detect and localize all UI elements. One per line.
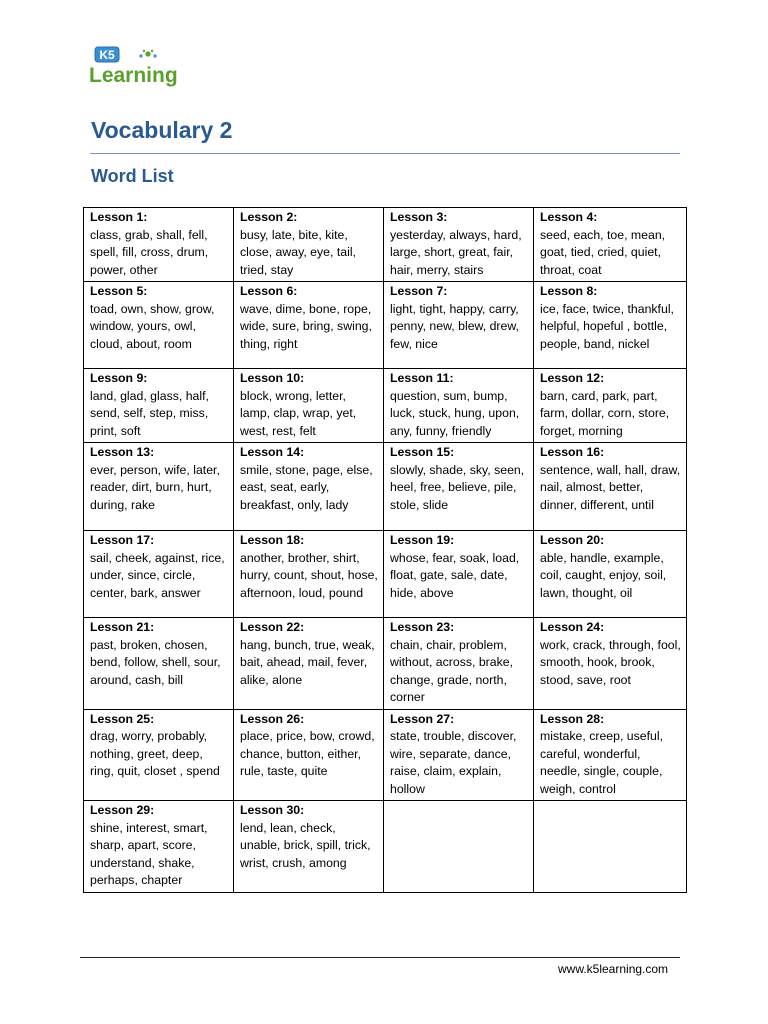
- lesson-title: Lesson 13:: [90, 445, 155, 459]
- lesson-words: wave, dime, bone, rope, wide, sure, bring, swing, thing, right: [240, 301, 372, 351]
- lesson-words: sentence, wall, hall, draw, nail, almost, better, dinner, different, until: [540, 462, 681, 512]
- lesson-title: Lesson 25:: [90, 711, 155, 726]
- lesson-cell: [234, 618, 384, 710]
- lesson-words: toad, own, show, grow, window, yours, owl, cloud, about, room: [90, 301, 215, 351]
- footer-url: www.k5learning.com: [558, 962, 669, 976]
- lesson-cell: [234, 709, 384, 801]
- lesson-title: Lesson 2:: [240, 210, 298, 224]
- lesson-cell: [534, 531, 687, 618]
- lesson-title: Lesson 11:: [390, 371, 454, 385]
- table-row: [84, 709, 687, 801]
- lesson-cell: [234, 208, 384, 282]
- lesson-title: Lesson 14:: [240, 445, 305, 459]
- lesson-words: hang, bunch, true, weak, bait, ahead, mail, fever, alike, alone: [240, 637, 375, 687]
- lesson-words: class, grab, shall, fell, spell, fill, cross, drum, power, other: [90, 227, 209, 277]
- lesson-title: Lesson 17:: [90, 533, 155, 547]
- lesson-words: busy, late, bite, kite, close, away, eye, tail, tried, stay: [240, 227, 356, 277]
- table-row: [84, 369, 687, 443]
- lesson-words: light, tight, happy, carry, penny, new, blew, drew, few, nice: [390, 301, 519, 351]
- empty-cell: [534, 801, 687, 893]
- lesson-words: ever, person, wife, later, reader, dirt, burn, hurt, during, rake: [90, 462, 220, 512]
- lesson-title: Lesson 30:: [240, 803, 305, 817]
- lesson-title: Lesson 22:: [240, 620, 305, 634]
- lesson-words: mistake, creep, useful, careful, wonderful, needle, single, couple, weigh, control: [540, 729, 664, 796]
- lesson-cell: [84, 443, 234, 531]
- lesson-cell: [384, 369, 534, 443]
- lesson-words: ice, face, twice, thankful, helpful, hopeful , bottle, people, band, nickel: [540, 301, 674, 351]
- lesson-cell: [534, 709, 687, 801]
- lesson-title: Lesson 7:: [390, 284, 448, 298]
- table-row: [84, 282, 687, 369]
- lesson-cell: [84, 369, 234, 443]
- empty-cell: [384, 801, 534, 893]
- lesson-cell: [534, 443, 687, 531]
- lesson-cell: [234, 369, 384, 443]
- lesson-title: Lesson 5:: [90, 284, 148, 298]
- word-list-table: [83, 207, 687, 893]
- lesson-words: another, brother, shirt, hurry, count, shout, hose, afternoon, loud, pound: [240, 550, 378, 600]
- lesson-cell: [84, 801, 234, 893]
- lesson-cell: [84, 208, 234, 282]
- lesson-words: seed, each, toe, mean, goat, tied, cried, quiet, throat, coat: [540, 227, 666, 277]
- lesson-words: place, price, bow, crowd, chance, button, either, rule, taste, quite: [240, 729, 375, 778]
- lesson-cell: [84, 709, 234, 801]
- lesson-title: Lesson 28:: [540, 711, 605, 726]
- lesson-cell: [234, 531, 384, 618]
- lesson-title: Lesson 24:: [540, 620, 605, 634]
- lesson-words: able, handle, example, coil, caught, enjoy, soil, lawn, thought, oil: [540, 550, 667, 600]
- lesson-cell: [384, 531, 534, 618]
- lesson-words: barn, card, park, part, farm, dollar, corn, store, forget, morning: [540, 388, 670, 438]
- lesson-title: Lesson 15:: [390, 445, 455, 459]
- title-divider: [90, 153, 680, 154]
- page-title: Vocabulary 2: [91, 117, 233, 143]
- lesson-words: lend, lean, check, unable, brick, spill, trick, wrist, crush, among: [240, 820, 371, 870]
- lesson-cell: [234, 801, 384, 893]
- lesson-title: Lesson 6:: [240, 284, 298, 298]
- footer-divider: [80, 957, 680, 958]
- lesson-cell: [234, 282, 384, 369]
- lesson-title: Lesson 27:: [390, 711, 455, 726]
- lesson-cell: [384, 443, 534, 531]
- lesson-cell: [234, 443, 384, 531]
- lesson-title: Lesson 23:: [390, 620, 455, 634]
- lesson-cell: [534, 369, 687, 443]
- lesson-cell: [384, 208, 534, 282]
- k5-learning-logo: [88, 42, 188, 90]
- lesson-words: state, trouble, discover, wire, separate, dance, raise, claim, explain, hollow: [390, 729, 517, 796]
- lesson-title: Lesson 10:: [240, 371, 305, 385]
- lesson-cell: [534, 618, 687, 710]
- lesson-title: Lesson 9:: [90, 371, 148, 385]
- lesson-title: Lesson 21:: [90, 620, 155, 634]
- section-subtitle: Word List: [91, 166, 174, 186]
- table-row: [84, 443, 687, 531]
- lesson-title: Lesson 8:: [540, 284, 598, 298]
- lesson-title: Lesson 19:: [390, 533, 455, 547]
- lesson-words: slowly, shade, sky, seen, heel, free, believe, pile, stole, slide: [390, 462, 525, 512]
- lesson-title: Lesson 3:: [390, 210, 448, 224]
- lesson-words: shine, interest, smart, sharp, apart, score, understand, shake, perhaps, chapter: [90, 820, 208, 887]
- lesson-cell: [384, 618, 534, 710]
- lesson-words: smile, stone, page, else, east, seat, early, breakfast, only, lady: [240, 462, 373, 512]
- table-row: [84, 531, 687, 618]
- lesson-title: Lesson 18:: [240, 533, 305, 547]
- lesson-cell: [84, 282, 234, 369]
- lesson-title: Lesson 29:: [90, 803, 155, 817]
- table-row: [84, 208, 687, 282]
- lesson-cell: [84, 618, 234, 710]
- lesson-title: Lesson 20:: [540, 533, 605, 547]
- logo-k5-text: K5: [99, 48, 115, 62]
- lesson-words: whose, fear, soak, load, float, gate, sale, date, hide, above: [390, 550, 520, 600]
- lesson-words: question, sum, bump, luck, stuck, hung, upon, any, funny, friendly: [390, 388, 520, 438]
- lesson-words: block, wrong, letter, lamp, clap, wrap, yet, west, rest, felt: [240, 388, 357, 438]
- lesson-cell: [384, 282, 534, 369]
- table-row: [84, 801, 687, 893]
- lesson-words: drag, worry, probably, nothing, greet, deep, ring, quit, closet , spend: [90, 729, 220, 778]
- lesson-words: past, broken, chosen, bend, follow, shell, sour, around, cash, bill: [90, 637, 221, 687]
- lesson-cell: [534, 282, 687, 369]
- lesson-title: Lesson 4:: [540, 210, 598, 224]
- logo-learning-text: Learning: [89, 64, 178, 87]
- lesson-words: land, glad, glass, half, send, self, step, miss, print, soft: [90, 388, 209, 438]
- lesson-cell: [534, 208, 687, 282]
- lesson-words: work, crack, through, fool, smooth, hook, brook, stood, save, root: [540, 637, 681, 687]
- table-row: [84, 618, 687, 710]
- lesson-cell: [84, 531, 234, 618]
- lesson-words: chain, chair, problem, without, across, brake, change, grade, north, corner: [390, 637, 514, 704]
- lesson-title: Lesson 12:: [540, 371, 605, 385]
- lesson-title: Lesson 16:: [540, 445, 605, 459]
- lesson-cell: [384, 709, 534, 801]
- lesson-words: yesterday, always, hard, large, short, great, fair, hair, merry, stairs: [390, 227, 522, 277]
- lesson-title: Lesson 1:: [90, 210, 148, 224]
- k5-learning-logo-graphic: [88, 42, 188, 90]
- lesson-words: sail, cheek, against, rice, under, since, circle, center, bark, answer: [90, 550, 225, 600]
- lesson-title: Lesson 26:: [240, 711, 305, 726]
